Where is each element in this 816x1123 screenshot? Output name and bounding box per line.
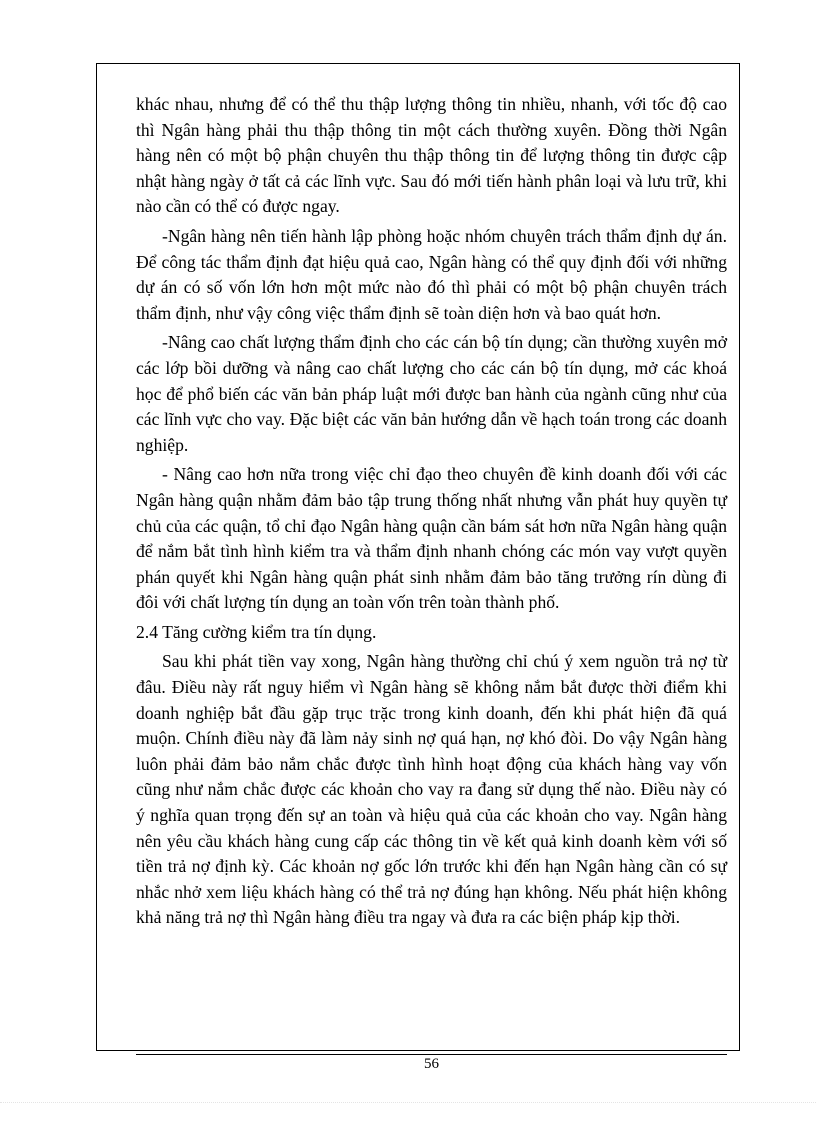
page-edge-dots xyxy=(0,1102,816,1103)
paragraph-direction-by-topic: - Nâng cao hơn nữa trong việc chỉ đạo theo chuyên đề kinh doanh đối với các Ngân hàng quận nhằm đảm bảo tập trung thống nhất nhưng vẫn phát huy quyền tự chủ của các quận, tổ chỉ đạo Ngân hàng quận cần bám sát hơn nữa Ngân hàng quận để nắm bắt tình hình kiểm tra và thẩm định nhanh chóng các món vay vượt quyền phán quyết khi Ngân hàng quận phát sinh nhằm đảm bảo tăng trưởng rín dùng đi đôi với chất lượng tín dụng an toàn vốn trên toàn thành phố. xyxy=(136,464,727,613)
paragraph-continuation: khác nhau, nhưng để có thể thu thập lượng thông tin nhiều, nhanh, với tốc độ cao thì Ngân hàng phải thu thập thông tin một cách thường xuyên. Đồng thời Ngân hàng nên có một bộ phận chuyên thu thập thông tin để lượng thông tin được cập nhật hàng ngày ở tất cả các lĩnh vực. Sau đó mới tiến hành phân loại và lưu trữ, khi nào cần có thể có được ngay. xyxy=(136,94,727,217)
paragraph-appraisal-quality: -Nâng cao chất lượng thẩm định cho các cán bộ tín dụng; cần thường xuyên mở các lớp bồi dưỡng và nâng cao chất lượng cho các cán bộ tín dụng, mở các khoá học để phổ biến các văn bản pháp luật mới được ban hành của ngành cũng như của các lĩnh vực cho vay. Đặc biệt các văn bản hướng dẫn về hạch toán trong các doanh nghiệp. xyxy=(136,332,727,455)
paragraph-credit-inspection: Sau khi phát tiền vay xong, Ngân hàng thường chỉ chú ý xem nguồn trả nợ từ đâu. Điều này rất nguy hiểm vì Ngân hàng sẽ không nắm bắt được thời điểm khi doanh nghiệp bắt đầu gặp trục trặc trong kinh doanh, đến khi phát hiện đã quá muộn. Chính điều này đã làm nảy sinh nợ quá hạn, nợ khó đòi. Do vậy Ngân hàng luôn phải đảm bảo nắm chắc được tình hình hoạt động của khách hàng vay vốn cũng như nắm chắc được các khoản cho vay ra đang sử dụng thế nào. Điều này có ý nghĩa quan trọng đến sự an toàn và hiệu quả của các khoản cho vay. Ngân hàng nên yêu cầu khách hàng cung cấp các thông tin về kết quả kinh doanh kèm với số tiền trả nợ định kỳ. Các khoản nợ gốc lớn trước khi đến hạn Ngân hàng cần có sự nhắc nhở xem liệu khách hàng có thể trả nợ đúng hạn không. Nếu phát hiện không khả năng trả nợ thì Ngân hàng điều tra ngay và đưa ra các biện pháp kịp thời. xyxy=(136,651,727,928)
document-body xyxy=(136,92,727,931)
paragraph-specialized-appraisal-unit: -Ngân hàng nên tiến hành lập phòng hoặc nhóm chuyên trách thẩm định dự án. Để công tác thẩm định đạt hiệu quả cao, Ngân hàng có thể quy định đối với những dự án có số vốn lớn hơn một mức nào đó thì phải có một bộ phận chuyên trách thẩm định, như vậy công việc thẩm định sẽ toàn diện hơn và bao quát hơn. xyxy=(136,225,727,323)
page-number: 56 xyxy=(424,1056,439,1072)
section-heading: 2.4 Tăng cường kiểm tra tín dụng. xyxy=(136,621,377,642)
